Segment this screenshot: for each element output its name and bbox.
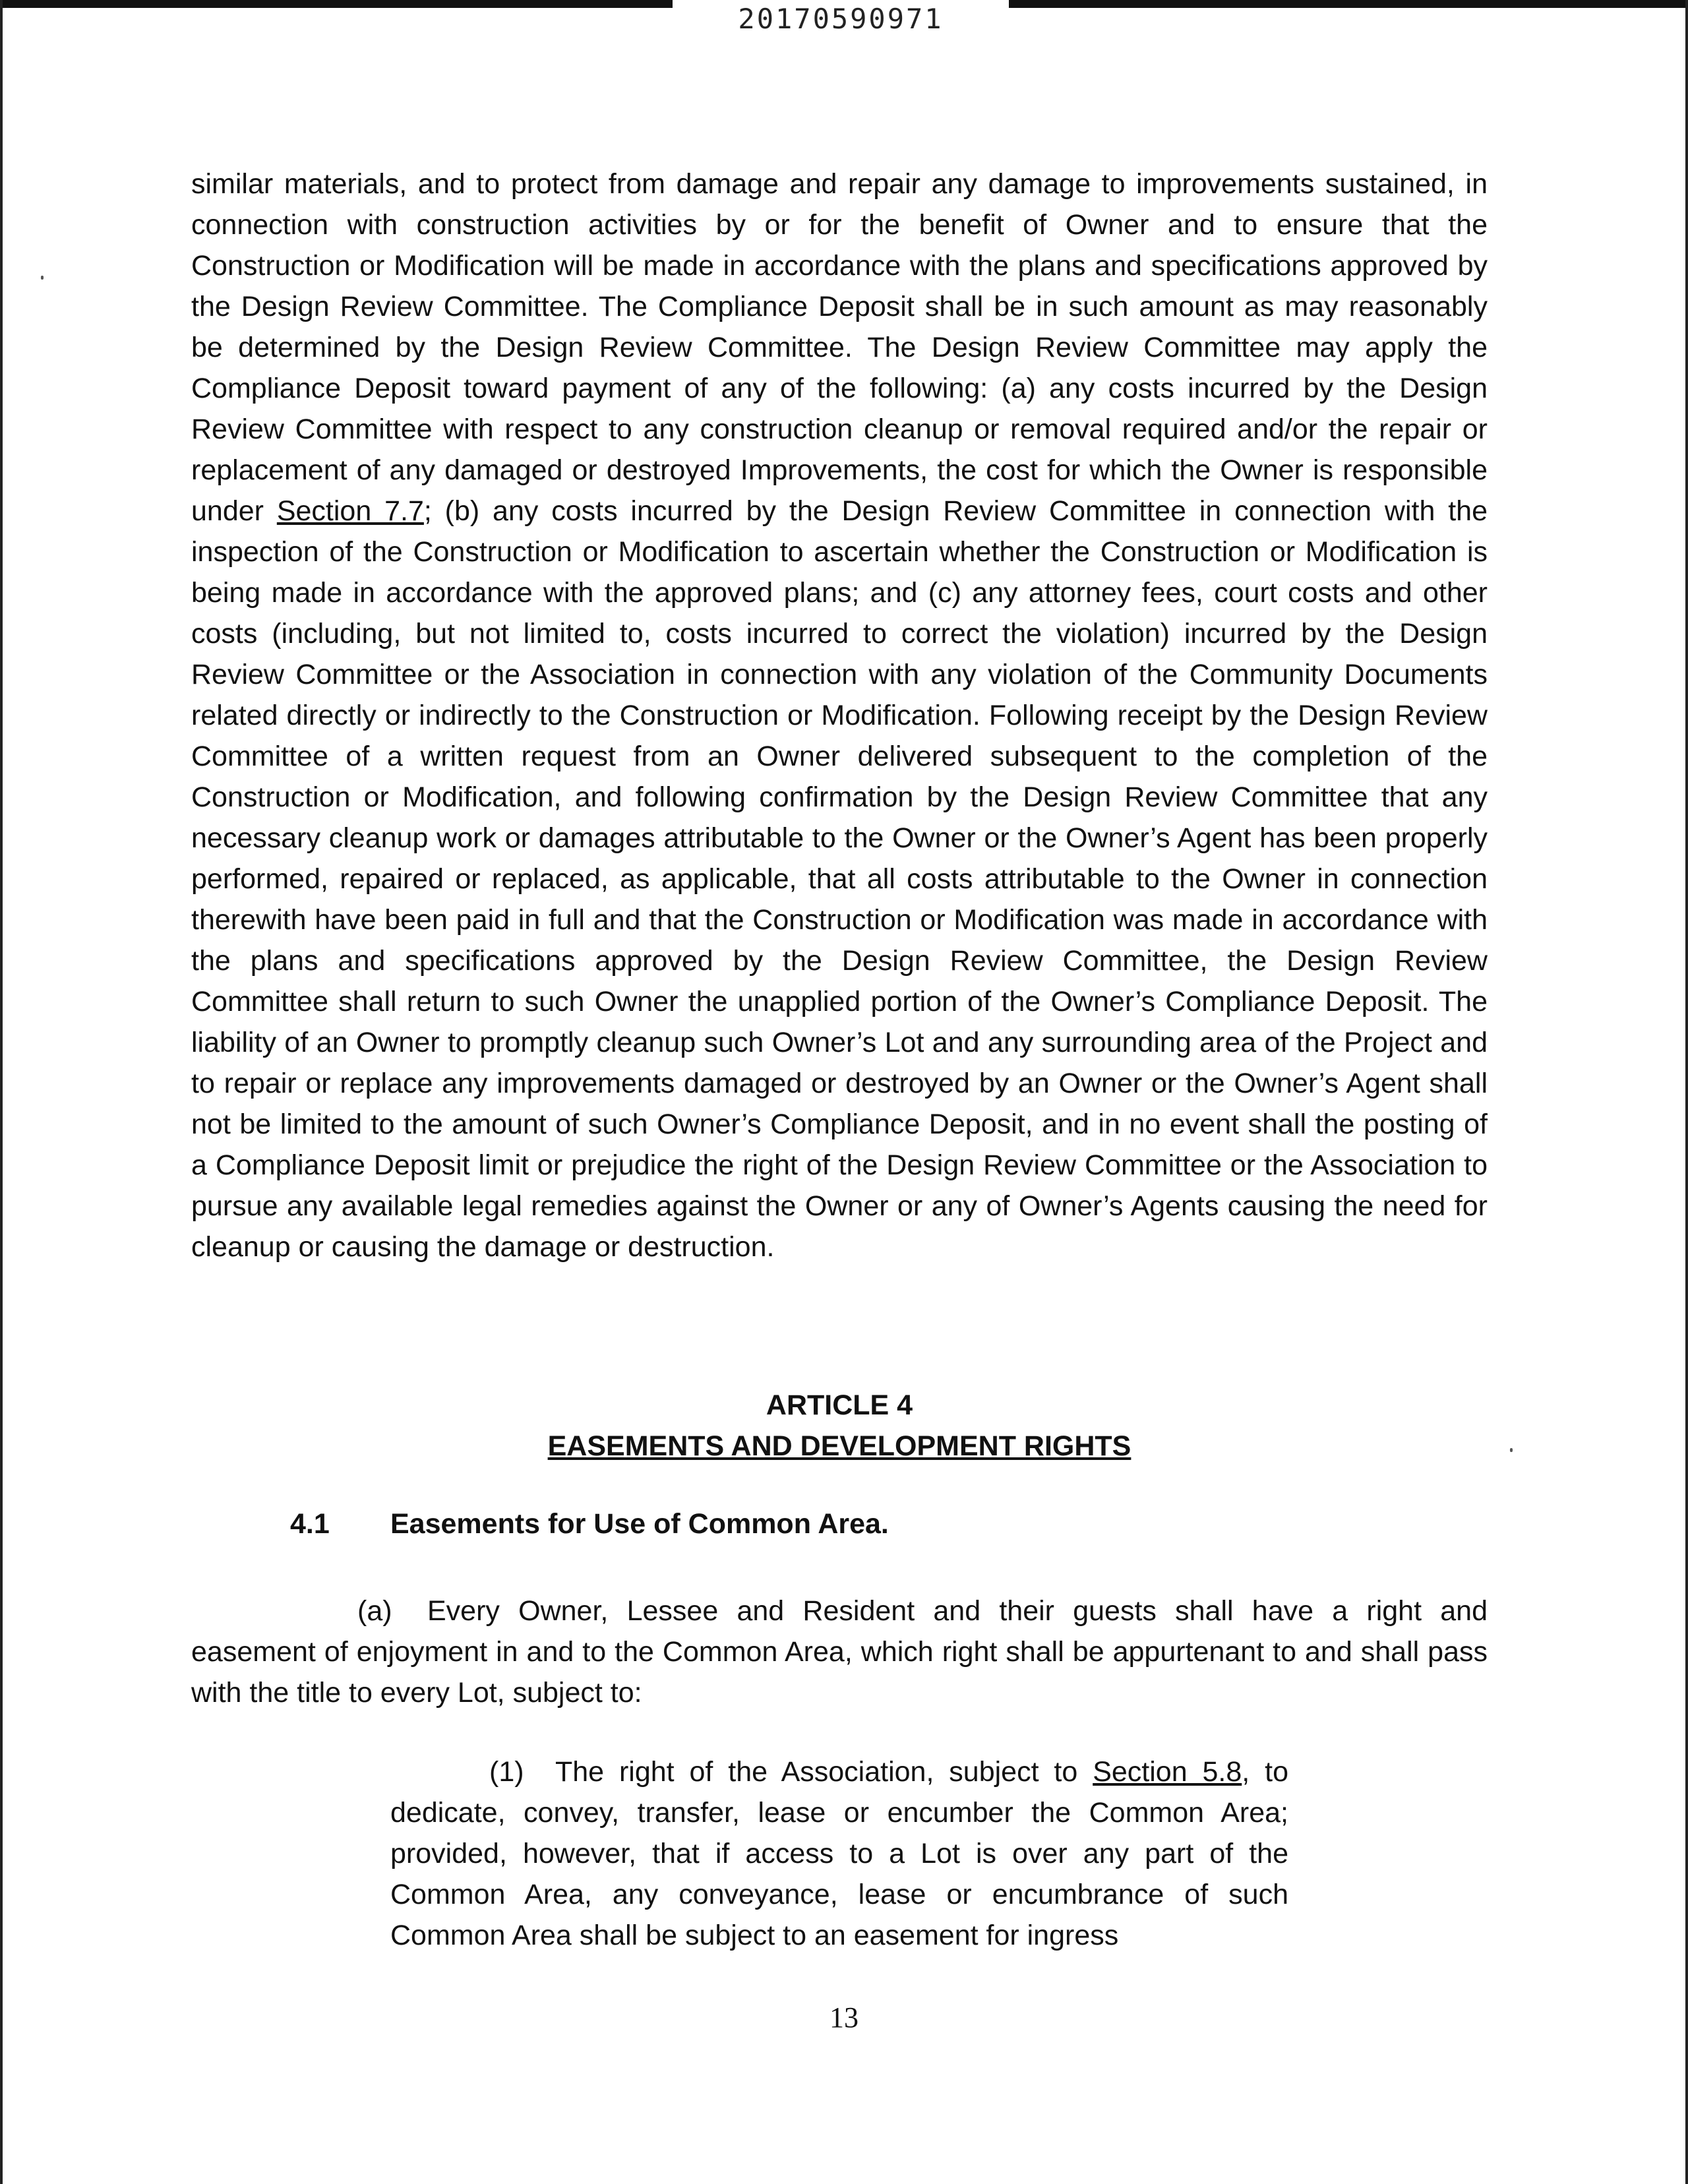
article-title: EASEMENTS AND DEVELOPMENT RIGHTS [547, 1430, 1131, 1462]
section-5-8-reference: Section 5.8 [1093, 1756, 1242, 1788]
scan-border-right [1685, 0, 1688, 2184]
document-number: 20170590971 [738, 3, 944, 35]
scan-speck [41, 276, 44, 280]
subsection-marker: (1) [489, 1756, 524, 1788]
paragraph-text: similar materials, and to protect from damage and repair any damage to improvements sustained, in connection with construction activities by or for the benefit of Owner and to ensure that the Construction or Modification will be made in accordance with the plans and specifications approved by the Design Review Committee. The Compliance Deposit shall be in such amount as may reasonably be determined by the Design Review Committee. The Design Review Committee may apply the Compliance Deposit toward payment of any of the following: (a) any costs incurred by the Design Review Committee with respect to any construction cleanup or removal required and/or the repair or replacement of any damaged or destroyed Improvements, the cost for which the Owner is responsible under [191, 168, 1488, 527]
scan-border-top-right [1009, 0, 1688, 8]
compliance-deposit-paragraph [191, 164, 1488, 1267]
subsection-marker: (a) [357, 1595, 392, 1627]
scan-speck [1510, 1448, 1513, 1452]
page-number: 13 [829, 2001, 859, 2034]
section-heading [290, 1503, 889, 1544]
subsection-a-paragraph [191, 1591, 1488, 1713]
section-title: Easements for Use of Common Area. [390, 1508, 889, 1540]
scan-border-top-left [0, 0, 673, 8]
subsection-text: The right of the Association, subject to [555, 1756, 1093, 1788]
subsection-text: Every Owner, Lessee and Resident and their guests shall have a right and easement of enjoyment in and to the Common Area, which right shall be appurtenant to and shall pass with the title to every Lot, subject to: [191, 1595, 1488, 1709]
section-number: 4.1 [290, 1508, 330, 1540]
scan-border-left [0, 0, 3, 2184]
subsection-text: , to dedicate, convey, transfer, lease or encumber the Common Area; provided, however, that if access to a Lot is over any part of the Common Area, any conveyance, lease or encumbrance of such Common Area shall be subject to an easement for ingress [390, 1756, 1288, 1951]
paragraph-text: ; (b) any costs incurred by the Design Review Committee in connection with the inspection of the Construction or Modification to ascertain whether the Construction or Modification is being made in accordance with the approved plans; and (c) any attorney fees, court costs and other costs (including, but not limited to, costs incurred to correct the violation) incurred by the Design Review Committee or the Association in connection with any violation of the Community Documents related directly or indirectly to the Construction or Modification. Following receipt by the Design Review Committee of a written request from an Owner delivered subsequent to the completion of the Construction or Modification, and following confirmation by the Design Review Committee that any necessary cleanup work or damages attributable to the Owner or the Owner’s Agent has been properly performed, repaired or replaced, as applicable, that all costs attributable to the Owner in connection therewith have been paid in full and that the Construction or Modification was made in accordance with the plans and specifications approved by the Design Review Committee, the Design Review Committee shall return to such Owner the unapplied portion of the Owner’s Compliance Deposit. The liability of an Owner to promptly cleanup such Owner’s Lot and any surrounding area of the Project and to repair or replace any improvements damaged or destroyed by an Owner or the Owner’s Agent shall not be limited to the amount of such Owner’s Compliance Deposit, and in no event shall the posting of a Compliance Deposit limit or prejudice the right of the Design Review Committee or the Association to pursue any available legal remedies against the Owner or any of Owner’s Agents causing the need for cleanup or causing the damage or destruction. [191, 495, 1488, 1263]
section-7-7-reference: Section 7.7 [276, 495, 424, 527]
article-number: ARTICLE 4 [766, 1389, 913, 1421]
article-heading [191, 1385, 1488, 1467]
subsection-1-paragraph [390, 1751, 1288, 1956]
